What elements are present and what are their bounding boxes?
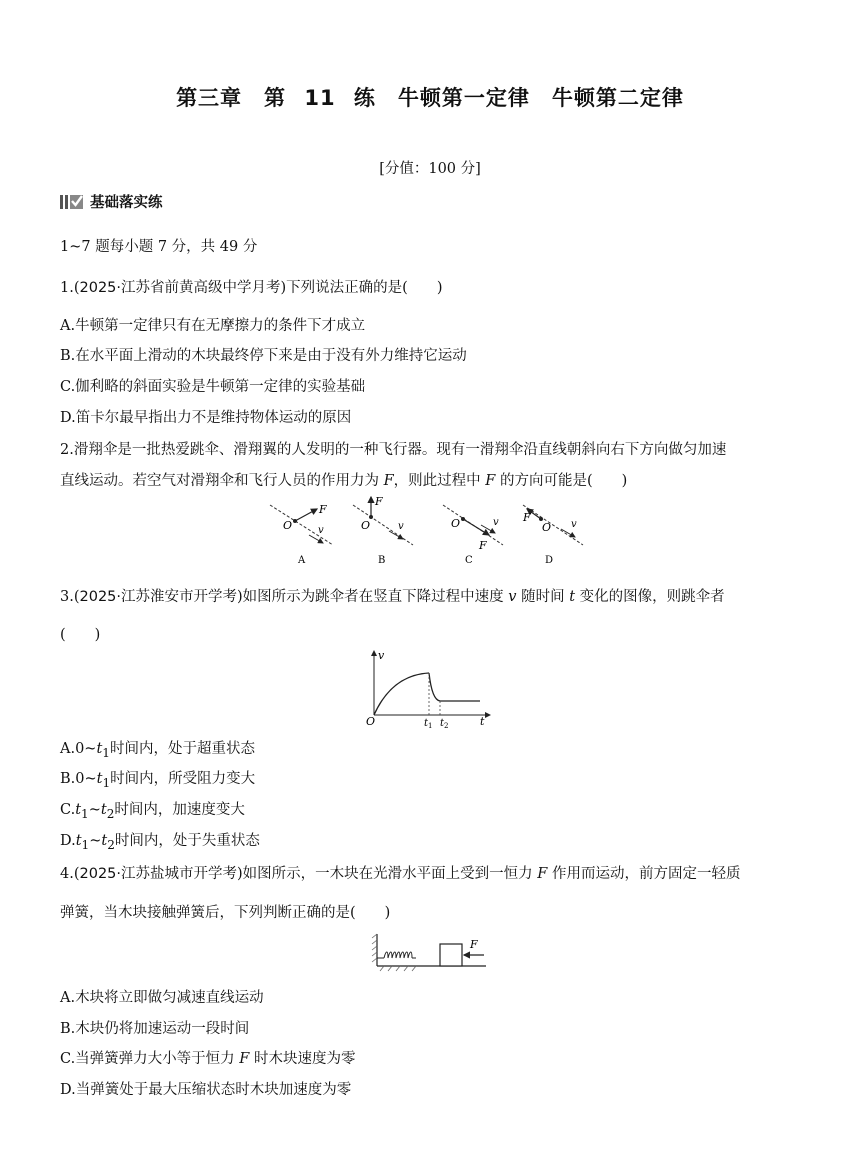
svg-text:B: B bbox=[378, 555, 386, 566]
q4-option-d: D.当弹簧处于最大压缩状态时木块加速度为零 bbox=[60, 1082, 352, 1098]
q1-option-d: D.笛卡尔最早指出力不是维持物体运动的原因 bbox=[60, 410, 352, 426]
q3-option-c: $C.t_1\sim t_2$时间内，加速度变大 bbox=[60, 802, 245, 821]
question-source: 2025·江苏盐城市开学考 bbox=[79, 866, 238, 882]
section-header bbox=[60, 191, 163, 212]
svg-text:F: F bbox=[479, 539, 487, 552]
q4-option-a: A.木块将立即做匀减速直线运动 bbox=[60, 990, 264, 1006]
score-note: [分值：100 分] bbox=[379, 161, 481, 177]
diagram-d bbox=[522, 505, 583, 566]
q1-option-c: C.伽利略的斜面实验是牛顿第一定律的实验基础 bbox=[60, 379, 366, 395]
question-source: 2025·江苏省前黄高级中学月考 bbox=[79, 280, 281, 296]
section-label: 基础落实练 bbox=[90, 195, 163, 211]
svg-text:C: C bbox=[465, 555, 473, 566]
question-2-line-1: 2.滑翔伞是一批热爱跳伞、滑翔翼的人发明的一种飞行器。现有一滑翔伞沿直线朝斜向右下方向做匀加速 bbox=[60, 442, 727, 458]
question-source: 2025·江苏淮安市开学考 bbox=[79, 589, 238, 605]
q3-velocity-time-graph bbox=[362, 645, 497, 730]
svg-text:O: O bbox=[361, 519, 371, 532]
q4-option-c: C.当弹簧弹力大小等于恒力 F 时木块速度为零 bbox=[60, 1051, 356, 1067]
svg-text:O: O bbox=[366, 715, 376, 728]
checklist-icon bbox=[60, 193, 84, 211]
question-1-stem: 1.(2025·江苏省前黄高级中学月考)下列说法正确的是( ) bbox=[60, 280, 443, 296]
q1-option-b: B.在水平面上滑动的木块最终停下来是由于没有外力维持它运动 bbox=[60, 348, 467, 364]
svg-text:v: v bbox=[318, 525, 324, 536]
q3-option-a: $A.0\sim t_1$时间内，处于超重状态 bbox=[60, 741, 255, 760]
q3-option-d: $D.t_1\sim t_2$时间内，处于失重状态 bbox=[60, 833, 260, 852]
svg-text:F: F bbox=[375, 495, 383, 508]
svg-text:F: F bbox=[470, 938, 478, 951]
q4-option-b: B.木块仍将加速运动一段时间 bbox=[60, 1021, 250, 1037]
question-3-blank: ( ) bbox=[60, 627, 101, 643]
svg-text:O: O bbox=[451, 517, 461, 530]
svg-text:F: F bbox=[319, 503, 327, 516]
diagram-c bbox=[443, 505, 503, 566]
svg-text:D: D bbox=[545, 555, 554, 566]
q1-option-a: A.牛顿第一定律只有在无摩擦力的条件下才成立 bbox=[60, 318, 366, 334]
question-4-line-2: 弹簧，当木块接触弹簧后，下列判断正确的是( ) bbox=[60, 905, 391, 921]
svg-text:t2: $t_2$ bbox=[440, 718, 449, 730]
q4-spring-block-diagram bbox=[370, 930, 490, 972]
q2-force-diagrams bbox=[265, 495, 595, 570]
svg-text:F: F bbox=[523, 511, 531, 524]
svg-text:O: O bbox=[542, 521, 552, 534]
question-2-line-2: 直线运动。若空气对滑翔伞和飞行人员的作用力为 F，则此过程中 F 的方向可能是( ) bbox=[60, 473, 628, 489]
instruction: 1~7 题每小题 7 分，共 49 分 bbox=[60, 239, 258, 255]
page-title: 第三章 第 11 练 牛顿第一定律 牛顿第二定律 bbox=[176, 86, 684, 110]
svg-text:v: v bbox=[378, 649, 385, 662]
svg-text:v: v bbox=[493, 517, 499, 528]
svg-text:A: A bbox=[298, 555, 306, 566]
svg-text:t: t bbox=[480, 715, 485, 728]
question-3-stem: 3.(2025·江苏淮安市开学考)如图所示为跳伞者在竖直下降过程中速度 v 随时间 t 变化的图像，则跳伞者 bbox=[60, 589, 725, 605]
diagram-a bbox=[270, 503, 333, 566]
q3-option-b: $B.0\sim t_1$时间内，所受阻力变大 bbox=[60, 771, 256, 790]
diagram-b bbox=[353, 495, 413, 566]
question-4-stem: 4.(2025·江苏盐城市开学考)如图所示，一木块在光滑水平面上受到一恒力 F 作用而运动，前方固定一轻质 bbox=[60, 866, 741, 882]
svg-text:t1: $t_1$ bbox=[424, 718, 433, 730]
svg-text:v: v bbox=[571, 519, 577, 530]
svg-text:O: O bbox=[283, 519, 293, 532]
svg-text:v: v bbox=[398, 521, 404, 532]
